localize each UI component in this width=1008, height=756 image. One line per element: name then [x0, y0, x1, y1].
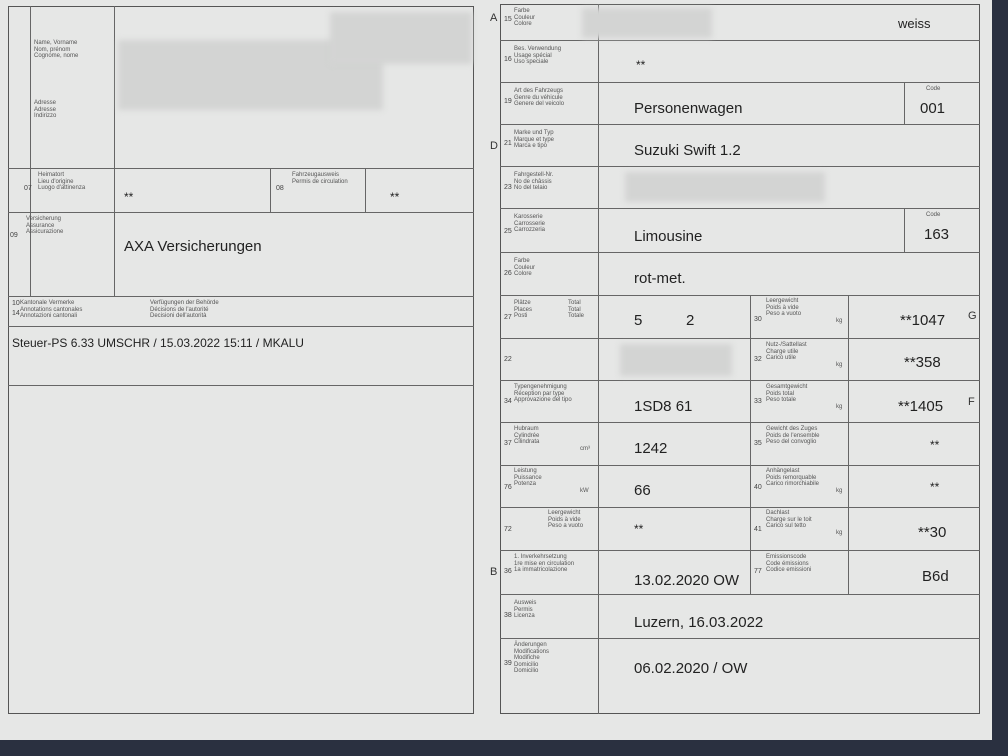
first-registration-value: 13.02.2020 OW — [634, 572, 740, 589]
trailer-load-value: ** — [930, 480, 940, 494]
first-registration-label: 1. Inverkehrsetzung 1re mise en circulation 1a immatricolazione — [514, 554, 575, 573]
changes-label: Änderungen Modifications Modifiche Domicilio Domicilio — [514, 642, 550, 674]
payload-value: **358 — [904, 354, 941, 371]
displacement-value: 1242 — [634, 440, 668, 457]
margin-letter: G — [968, 310, 977, 322]
field-number: 30 — [754, 316, 762, 323]
unit-kg: kg — [836, 530, 843, 536]
roof-load-label: Dachlast Charge sur le toit Carico sul tetto — [766, 510, 812, 529]
unit-cm3: cm³ — [580, 446, 590, 452]
field-number: 36 — [504, 568, 512, 575]
field-number: 22 — [504, 356, 512, 363]
chassis-label: Fahrgestell-Nr. No de châssis No del telaio — [514, 172, 554, 191]
place-of-origin-value: ** — [124, 190, 134, 204]
curb-weight-value: **1047 — [900, 312, 946, 329]
field-number: 23 — [504, 184, 512, 191]
train-weight-label: Gewicht des Zuges Poids de l'ensemble Peso del convoglio — [766, 426, 820, 445]
train-weight-value: ** — [930, 438, 940, 452]
margin-letter: A — [490, 12, 498, 24]
tax-note-line: Steuer-PS 6.33 UMSCHR / 15.03.2022 15:11 / MKALU — [12, 336, 304, 350]
field-number: 40 — [754, 484, 762, 491]
field-number: 14 — [12, 310, 20, 317]
field-number: 08 — [276, 185, 284, 192]
field-number: 25 — [504, 228, 512, 235]
address-label: Adresse Adresse Indirizzo — [34, 100, 57, 119]
field-number: 27 — [504, 314, 512, 321]
margin-letter: B — [490, 566, 498, 578]
field-number: 39 — [504, 660, 512, 667]
emission-code-value: B6d — [922, 568, 949, 585]
unit-kg: kg — [836, 362, 843, 368]
body-label: Karosserie Carrosserie Carrozzeria — [514, 214, 546, 233]
approval-value: 1SD8 61 — [634, 398, 693, 415]
special-use-value: ** — [636, 58, 646, 72]
unit-kw: kW — [580, 488, 589, 494]
redacted-plate — [582, 8, 712, 38]
special-use-label: Bes. Verwendung Usage spécial Uso speciale — [514, 46, 562, 65]
body-code-label: Code — [926, 212, 941, 218]
field-number: 37 — [504, 440, 512, 447]
make-model-value: Suzuki Swift 1.2 — [634, 142, 741, 159]
issued-label: Ausweis Permis Licenza — [514, 600, 537, 619]
total-weight-label: Gesamtgewicht Poids total Peso totale — [766, 384, 808, 403]
canton-value: ** — [390, 190, 400, 204]
field-number: 16 — [504, 56, 512, 63]
margin-letter: F — [968, 396, 975, 408]
redacted-chassis-number — [625, 172, 825, 202]
insurance-value: AXA Versicherungen — [124, 238, 262, 255]
seats-extra-value: 2 — [686, 312, 695, 329]
field-number: 76 — [504, 484, 512, 491]
colour-value: rot-met. — [634, 270, 686, 287]
vehicle-type-label: Art des Fahrzeugs Genre du véhicule Genere del veicolo — [514, 88, 565, 107]
color-value: weiss — [898, 16, 931, 31]
field-number: 33 — [754, 398, 762, 405]
insurance-label: Versicherung Assurance Assicurazione — [26, 216, 64, 235]
empty-weight-value: ** — [634, 522, 644, 536]
field-number: 19 — [504, 98, 512, 105]
make-model-label: Marke und Typ Marque et type Marca e tipo — [514, 130, 555, 149]
trailer-load-label: Anhängelast Poids remorquable Carico rimorchiabile — [766, 468, 820, 487]
redacted-type-approval — [620, 344, 732, 376]
field-number: 35 — [754, 440, 762, 447]
body-value: Limousine — [634, 228, 703, 245]
authority-label: Verfügungen der Behörde Décisions de l'autorité Decisioni dell'autorità — [150, 300, 219, 319]
issued-value: Luzern, 16.03.2022 — [634, 614, 764, 631]
vehicle-type-value: Personenwagen — [634, 100, 743, 117]
field-number: 77 — [754, 568, 762, 575]
field-number: 15 — [504, 16, 512, 23]
changes-value: 06.02.2020 / OW — [634, 660, 748, 677]
field-number: 07 — [24, 185, 32, 192]
total-label: Total Total Totale — [568, 300, 585, 319]
name-label: Name, Vorname Nom, prénom Cognome, nome — [34, 40, 79, 59]
total-weight-value: **1405 — [898, 398, 944, 415]
power-label: Leistung Puissance Potenza — [514, 468, 542, 487]
colour-label: Farbe Couleur Colore — [514, 258, 536, 277]
color-top-label: Farbe Couleur Colore — [514, 8, 536, 27]
left-page — [8, 6, 474, 714]
field-number: 09 — [10, 232, 18, 239]
empty-weight-label: Leergewicht Poids à vide Peso a vuoto — [548, 510, 584, 529]
power-value: 66 — [634, 482, 651, 499]
field-number: 38 — [504, 612, 512, 619]
field-number: 21 — [504, 140, 512, 147]
displacement-label: Hubraum Cylindrée Cilindrata — [514, 426, 540, 445]
canton-label: Fahrzeugausweis Permis de circulation — [292, 172, 348, 185]
unit-kg: kg — [836, 488, 843, 494]
body-code-value: 163 — [924, 226, 950, 243]
field-number: 32 — [754, 356, 762, 363]
emission-label: Emissionscode Code émissions Codice emissioni — [766, 554, 812, 573]
field-number: 41 — [754, 526, 762, 533]
place-origin-label: Heimatort Lieu d'origine Luogo d'attinenza — [38, 172, 86, 191]
unit-kg: kg — [836, 318, 843, 324]
approval-label: Typengenehmigung Réception par type Approvazione del tipo — [514, 384, 572, 403]
curb-weight-label: Leergewicht Poids à vide Peso a vuoto — [766, 298, 802, 317]
margin-letter: D — [490, 140, 498, 152]
unit-kg: kg — [836, 404, 843, 410]
field-number: 34 — [504, 398, 512, 405]
field-number: 26 — [504, 270, 512, 277]
field-number: 10 — [12, 300, 20, 307]
seats-label: Plätze Places Posti — [514, 300, 533, 319]
roof-load-value: **30 — [918, 524, 947, 541]
vehicle-code-value: 001 — [920, 100, 946, 117]
redacted-holder-top — [330, 12, 472, 64]
field-number: 72 — [504, 526, 512, 533]
cantonal-notes-label: Kantonale Vermerke Annotations cantonales Annotazioni cantonali — [20, 300, 83, 319]
seats-value: 5 — [634, 312, 643, 329]
vehicle-code-label: Code — [926, 86, 941, 92]
payload-label: Nutz-/Sattellast Charge utile Carico utile — [766, 342, 807, 361]
